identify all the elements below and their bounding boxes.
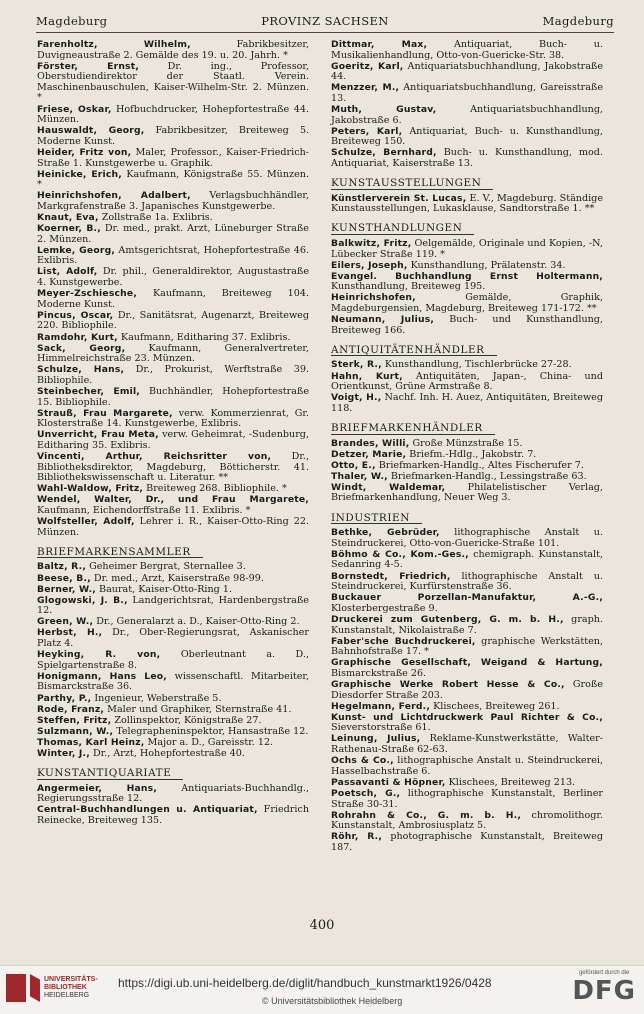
directory-entry [37, 40, 309, 61]
entry-details: Sieverstorstraße 61. [331, 722, 431, 734]
entry-name: Windt, Waldemar, [331, 481, 446, 493]
directory-entry [37, 409, 309, 430]
entry-name: Hahn, Kurt, [331, 370, 403, 382]
directory-entry [331, 789, 603, 810]
directory-entry [37, 365, 309, 386]
entry-name: Heider, Fritz von, [37, 146, 132, 158]
directory-entry [331, 483, 603, 504]
directory-entry [331, 105, 603, 126]
directory-entry [37, 784, 309, 805]
directory-entry [331, 127, 603, 148]
entry-name: Beese, B., [37, 572, 91, 584]
entry-details: Amtsgerichtsrat, Hohepfortestraße 46. Exlibris. [37, 244, 309, 267]
entry-name: Böhmo & Co., Kom.-Ges., [331, 548, 469, 560]
entry-name: Hegelmann, Ferd., [331, 700, 431, 712]
entry-name: Leinung, Julius, [331, 733, 421, 745]
entry-name: Poetsch, G., [331, 787, 401, 799]
entry-name: Parthy, P., [37, 692, 92, 704]
entry-details: Kaufmann, Editharing 37. Exlibris. [117, 331, 291, 343]
entry-details: Kunsthandlung, Prälatenstr. 34. [407, 259, 566, 271]
entry-details: Oberleutnant a. D., Spielgartenstraße 8. [37, 649, 309, 671]
directory-entry [331, 832, 603, 853]
directory-entry [331, 439, 603, 450]
entry-details: Nachf. Inh. H. Auez, Antiquitäten, Breiteweg 118. [331, 392, 603, 414]
entry-name: Meyer-Zschiesche, [37, 288, 138, 300]
directory-entry [37, 333, 309, 344]
header-right: Magdeburg [542, 14, 614, 28]
entry-name: Voigt, H., [331, 392, 382, 404]
directory-entry [37, 224, 309, 245]
entry-details: Antiquariat, Buch- u. Musikalienhandlung, Otto-von-Guericke-Str. 38. [331, 39, 603, 61]
directory-entry [331, 461, 603, 472]
entry-name: Berner, W., [37, 583, 96, 595]
entry-details: Dr., Bibliotheksdirektor, Magdeburg, Bötticherstr. 41. Bibliothekswissenschaft u. Literatur. ** [37, 451, 309, 484]
entry-name: Graphische Gesellschaft, Weigand & Hartung, [331, 657, 603, 669]
entry-details: Dr. ing., Professor, Oberstudiendirektor der Staatl. Verein. Maschinenbauschulen, Kaiser-Wilhelm-Str. 2. Münzen. * [37, 60, 309, 104]
entry-name: Muth, Gustav, [331, 104, 437, 116]
entry-name: Brandes, Willi, [331, 437, 410, 449]
entry-details: Dr. med., Arzt, Kaiserstraße 98-99. [90, 572, 264, 584]
entry-name: Heyking, R. von, [37, 649, 161, 661]
entry-details: Telegrapheninspektor, Hansastraße 12. [113, 725, 309, 737]
header-left: Magdeburg [36, 14, 108, 28]
directory-entry [37, 452, 309, 484]
directory-entry [331, 472, 603, 483]
directory-entry [37, 650, 309, 671]
directory-entry [331, 148, 603, 169]
left-column [37, 40, 309, 827]
directory-entry [331, 572, 603, 593]
entry-details: Breiteweg 268. Bibliophile. * [143, 483, 287, 495]
entry-name: Sack, Georg, [37, 342, 126, 354]
entry-details: Gemälde, Graphik, Magdeburgensien, Magdeburg, Breiteweg 171-172. ** [331, 292, 603, 315]
entry-name: Herbst, H., [37, 627, 103, 639]
directory-entry [331, 637, 603, 658]
entry-details: Maler und Graphiker, Sternstraße 41. [104, 703, 292, 715]
entry-details: chemigraph. Kunstanstalt, Sedanring 4-5. [331, 548, 603, 571]
entry-name: Unverricht, Frau Meta, [37, 429, 159, 441]
directory-entry [37, 585, 309, 596]
directory-entry [331, 315, 603, 336]
section-title-kunstantiquariate: KUNSTANTIQUARIATE [37, 768, 183, 780]
section-title-briefmarkensammler: BRIEFMARKENSAMMLER [37, 547, 203, 559]
directory-entry [331, 239, 603, 260]
entry-name: Baltz, R., [37, 561, 87, 573]
logo-line-1: UNIVERSITÄTS- [44, 976, 98, 983]
directory-entry [37, 191, 309, 212]
entry-name: Evangel. Buchhandlung Ernst Holtermann, [331, 270, 603, 282]
directory-entry [331, 593, 603, 614]
section-title-kunsthandlungen: KUNSTHANDLUNGEN [331, 223, 474, 235]
viewer-footer [0, 965, 644, 1014]
entry-details: Verlagsbuchhändler, Markgrafenstraße 3. Japanisches Kunstgewerbe. [37, 190, 309, 212]
entry-name: Wahl-Waldow, Fritz, [37, 483, 144, 495]
entry-name: Farenholtz, Wilhelm, [37, 39, 191, 50]
directory-entry [37, 617, 309, 628]
directory-entry [37, 430, 309, 451]
entry-name: Lemke, Georg, [37, 244, 116, 256]
directory-entry [331, 550, 603, 571]
entry-details: Bismarckstraße 26. [331, 667, 427, 679]
entry-name: Detzer, Marie, [331, 448, 407, 460]
entry-details: Oelgemälde, Originale und Kopien, -N, Lübecker Straße 119. * [331, 238, 603, 260]
entry-details: Briefmarken-Handlg., Lessingstraße 63. [387, 470, 587, 482]
entry-details: Kaufmann, Breiteweg 104. Moderne Kunst. [37, 288, 309, 310]
entry-details: Zollstraße 1a. Exlibris. [98, 212, 213, 223]
directory-entry [37, 148, 309, 169]
entry-details: Briefmarken-Handlg., Altes Fischerufer 7. [375, 459, 584, 471]
entry-details: E. V., Magdeburg. Ständige Kunstausstellungen, Lukasklause, Sandtorstraße 1. ** [331, 192, 603, 215]
entry-name: Dittmar, Max, [331, 39, 428, 50]
directory-entry [37, 672, 309, 693]
entry-name: Thaler, W., [331, 470, 388, 482]
entry-details: Große Münzstraße 15. [409, 437, 523, 449]
entry-name: Rohrahn & Co., G. m. b. H., [331, 809, 522, 821]
directory-entry [37, 495, 309, 516]
entry-name: Strauß, Frau Margarete, [37, 407, 173, 419]
entry-details: Zollinspektor, Königstraße 27. [111, 714, 262, 726]
entry-details: Kaufmann, Königstraße 55. Münzen. * [37, 168, 310, 191]
directory-entry [37, 311, 309, 332]
entry-details: chromolithogr. Kunstanstalt, Ambrosiusplatz 5. [331, 809, 603, 832]
entry-name: Buckauer Porzellan-Manufaktur, A.-G., [331, 592, 603, 604]
entry-name: Schulze, Bernhard, [331, 147, 437, 159]
entry-name: Honigmann, Hans Leo, [37, 670, 167, 682]
dfg-caption: gefördert durch die [578, 970, 630, 976]
entry-name: Winter, J., [37, 748, 90, 759]
directory-entry [37, 705, 309, 716]
entry-name: Sterk, R., [331, 359, 382, 371]
entry-details: Klosterbergestraße 9. [331, 602, 438, 614]
entry-details: Dr., Sanitätsrat, Augenarzt, Breiteweg 220. Bibliophile. [37, 309, 309, 332]
directory-entry [37, 596, 309, 617]
university-library-logo[interactable] [6, 974, 98, 1002]
entry-name: Glogowski, J. B., [37, 594, 128, 606]
entry-name: Eilers, Joseph, [331, 259, 408, 271]
directory-entry [331, 272, 603, 293]
entry-details: Fabrikbesitzer, Duvigneaustraße 2. Gemälde des 19. u. 20. Jahrh. * [37, 39, 309, 61]
entry-name: Faber'sche Buchdruckerei, [331, 635, 476, 647]
entry-name: Balkwitz, Fritz, [331, 238, 412, 249]
logo-line-3: HEIDELBERG [44, 992, 90, 999]
directory-entry [331, 734, 603, 755]
directory-entry [331, 83, 603, 104]
dfg-wordmark: DFG [572, 976, 636, 1006]
directory-entry [331, 360, 603, 371]
entry-details: Baurat, Kaiser-Otto-Ring 1. [95, 583, 233, 595]
entry-name: Hauswaldt, Georg, [37, 125, 145, 137]
entry-name: Thomas, Karl Heinz, [37, 736, 145, 748]
entry-name: Bethke, Gebrüder, [331, 527, 440, 539]
directory-entry [331, 450, 603, 461]
page-number: 400 [309, 918, 335, 933]
entry-details: Antiquariatsbuchhandlung, Jakobstraße 6. [331, 104, 604, 126]
entry-details: Antiquitäten, Japan-, China- und Orientkunst, Grüne Armstraße 8. [331, 370, 604, 393]
directory-entry [331, 658, 603, 679]
entry-name: Heinrichshofen, [331, 292, 416, 304]
entry-name: Steinbecher, Emil, [37, 386, 140, 397]
entry-details: Klischees, Breiteweg 261. [430, 700, 560, 712]
directory-entry [37, 387, 309, 408]
entry-name: Friese, Oskar, [37, 103, 112, 115]
entry-name: Pincus, Oscar, [37, 309, 114, 321]
entry-name: Otto, E., [331, 459, 376, 471]
entry-details: Kaufmann, Eichendorffstraße 11. Exlibris. * [37, 505, 251, 517]
copyright-notice: © Universitätsbibliothek Heidelberg [262, 996, 403, 1006]
directory-entry [331, 293, 603, 314]
entry-details: Geheimer Bergrat, Sternallee 3. [86, 561, 246, 573]
directory-entry [331, 680, 603, 701]
entry-details: Kunsthandlung, Breiteweg 195. [331, 281, 486, 293]
entry-details: verw. Geheimrat, -Sudenburg, Editharing 35. Exlibris. [37, 429, 309, 451]
entry-details: Kunsthandlung, Tischlerbrücke 27-28. [381, 359, 572, 371]
entry-details: verw. Kommerzienrat, Gr. Klosterstraße 14. Kunstgewerbe, Exlibris. [37, 407, 309, 430]
entry-details: lithographische Anstalt u. Steindruckerei, Otto-von-Guericke-Straße 101. [331, 527, 604, 549]
entry-details: photographische Kunstanstalt, Breiteweg 187. [331, 831, 603, 853]
entry-details: Dr., Prokurist, Werftstraße 39. Bibliophile. [37, 364, 309, 386]
entry-details: Antiquariatsbuchhandlung, Jakobstraße 44. [331, 60, 604, 83]
entry-name: Koerner, B., [37, 223, 101, 235]
entry-details: Landgerichtsrat, Hardenbergstraße 12. [37, 594, 309, 617]
entry-details: Major a. D., Gareisstr. 12. [144, 736, 274, 748]
entry-details: Buch- und Kunsthandlung, Breiteweg 166. [331, 314, 603, 336]
entry-name: Green, W., [37, 616, 94, 628]
entry-details: graph. Kunstanstalt, Nikolaistraße 7. [331, 613, 603, 636]
entry-name: Sulzmann, W., [37, 725, 114, 737]
section-title-kunstausstellungen: KUNSTAUSSTELLUNGEN [331, 178, 493, 190]
entry-name: Knaut, Eva, [37, 212, 99, 223]
directory-entry [331, 261, 603, 272]
entry-details: Hofbuchdrucker, Hohepfortestraße 44. Münzen. [37, 103, 309, 126]
entry-details: Dr., Arzt, Hohepfortestraße 40. [89, 748, 245, 759]
entry-details: Maler, Professor., Kaiser-Friedrich-Straße 1. Kunstgewerbe u. Graphik. [37, 146, 310, 169]
directory-entry [37, 805, 309, 826]
entry-name: Central-Buchhandlungen u. Antiquariat, [37, 804, 258, 816]
directory-entry [37, 628, 309, 649]
lion-seal-icon [6, 974, 26, 1002]
directory-entry [331, 40, 603, 61]
entry-name: Bornstedt, Friedrich, [331, 570, 451, 582]
entry-name: Peters, Karl, [331, 125, 403, 137]
directory-entry [37, 344, 309, 365]
entry-name: Ramdohr, Kurt, [37, 331, 118, 343]
entry-details: Briefm.-Hdlg., Jakobstr. 7. [406, 448, 537, 460]
directory-entry [37, 170, 309, 191]
entry-name: Förster, Ernst, [37, 60, 140, 72]
directory-entry [331, 194, 603, 215]
entry-details: lithographische Anstalt u. Steindruckerei, Hasselbachstraße 6. [331, 755, 603, 777]
entry-details: Dr., Ober-Regierungsrat, Askanischer Platz 4. [37, 627, 309, 650]
directory-entry [37, 267, 309, 288]
directory-entry [37, 105, 309, 126]
entry-details: Dr. phil., Generaldirektor, Augustastraße 4. Kunstgewerbe. [37, 266, 309, 289]
entry-details: Friedrich Reinecke, Breiteweg 135. [37, 804, 310, 826]
entry-details: Dr. med., prakt. Arzt, Lüneburger Straße 2. Münzen. [37, 223, 309, 245]
entry-details: Antiquariats-Buchhandlg., Regierungsstraße 12. [37, 782, 309, 805]
entry-name: Röhr, R., [331, 831, 383, 843]
entry-name: Druckerei zum Gutenberg, G. m. b. H., [331, 613, 564, 625]
entry-details: Dr., Generalarzt a. D., Kaiser-Otto-Ring 2. [93, 616, 300, 628]
running-head [36, 14, 614, 28]
dfg-logo[interactable] [572, 970, 636, 1006]
directory-entry [37, 694, 309, 705]
entry-name: Kunst- und Lichtdruckwerk Paul Richter & Co., [331, 711, 603, 723]
entry-name: Heinicke, Erich, [37, 168, 122, 180]
directory-entry [37, 517, 309, 538]
directory-entry [331, 372, 603, 393]
directory-entry [331, 62, 603, 83]
entry-details: Buch- u. Kunsthandlung, mod. Antiquariat, Kaiserstraße 13. [331, 147, 603, 170]
entry-name: Heinrichshofen, Adalbert, [37, 190, 191, 202]
entry-details: Kaufmann, Generalvertreter, Himmelreichstraße 23. Münzen. [37, 342, 309, 365]
entry-name: List, Adolf, [37, 266, 98, 278]
entry-details: graphische Werkstätten, Bahnhofstraße 17. * [331, 635, 603, 658]
directory-entry [331, 528, 603, 549]
entry-name: Angermeier, Hans, [37, 782, 157, 794]
header-rule [36, 32, 614, 33]
entry-name: Goeritz, Karl, [331, 60, 404, 72]
directory-entry [331, 811, 603, 832]
entry-details: Antiquariatsbuchhandlung, Gareisstraße 13. [331, 82, 604, 104]
entry-details: wissenschaftl. Mitarbeiter, Bismarckstraße 36. [37, 670, 309, 693]
entry-name: Wolfsteller, Adolf, [37, 516, 135, 528]
entry-details: Reklame-Kunstwerkstätte, Walter-Rathenau-Straße 62-63. [331, 733, 603, 756]
section-title-briefmarkenhaendler: BRIEFMARKENHÄNDLER [331, 423, 495, 435]
directory-entry [331, 756, 603, 777]
entry-name: Graphische Werke Robert Hesse & Co., [331, 678, 565, 690]
directory-entry [37, 62, 309, 104]
entry-name: Vincenti, Arthur, Reichsritter von, [37, 451, 272, 463]
directory-entry [37, 562, 309, 573]
entry-name: Neumann, Julius, [331, 314, 435, 326]
directory-entry [331, 702, 603, 713]
directory-entry [37, 484, 309, 495]
directory-entry [37, 738, 309, 749]
directory-entry [331, 778, 603, 789]
entry-details: Lehrer i. R., Kaiser-Otto-Ring 22. Münzen. [37, 516, 309, 538]
right-column [331, 40, 603, 854]
header-center: PROVINZ SACHSEN [261, 14, 389, 28]
directory-entry [331, 393, 603, 414]
directory-entry [37, 716, 309, 727]
directory-entry [331, 615, 603, 636]
directory-entry [37, 727, 309, 738]
entry-details: Fabrikbesitzer, Breiteweg 5. Moderne Kunst. [37, 125, 309, 147]
entry-name: Ochs & Co., [331, 755, 394, 767]
directory-entry [37, 749, 309, 760]
directory-entry [37, 574, 309, 585]
entry-details: Klischees, Breiteweg 213. [445, 776, 576, 788]
entry-details: Antiquariat, Buch- u. Kunsthandlung, Breiteweg 150. [331, 125, 603, 148]
entry-details: lithographische Kunstanstalt, Berliner Straße 30-31. [331, 787, 603, 810]
entry-name: Rode, Franz, [37, 703, 105, 715]
section-title-industrien: INDUSTRIEN [331, 513, 422, 525]
permalink-url[interactable]: https://digi.ub.uni-heidelberg.de/diglit/handbuch_kunstmarkt1926/0428 [118, 976, 492, 990]
entry-details: Ingenieur, Weberstraße 5. [91, 692, 222, 704]
entry-name: Passavanti & Höpner, [331, 776, 446, 788]
entry-details: Große Diesdorfer Straße 203. [331, 678, 603, 701]
entry-details: Buchhändler, Hohepfortestraße 15. Bibliophile. [37, 386, 309, 408]
logo-flag-icon [30, 974, 40, 1002]
directory-entry [331, 713, 603, 734]
entry-details: Philatelistischer Verlag, Briefmarkenhandlung, Neuer Weg 3. [331, 481, 603, 504]
logo-line-2: BIBLIOTHEK [44, 984, 87, 991]
directory-entry [37, 289, 309, 310]
entry-name: Wendel, Walter, Dr., und Frau Margarete, [37, 494, 309, 506]
section-title-antiquitaetenhaendler: ANTIQUITÄTENHÄNDLER [331, 345, 497, 357]
directory-entry [37, 246, 309, 267]
entry-details: lithographische Anstalt u. Steindruckerei, Kurfürstenstraße 36. [331, 570, 604, 593]
entry-name: Schulze, Hans, [37, 364, 125, 376]
entry-name: Menzzer, M., [331, 82, 400, 94]
directory-entry [37, 213, 309, 224]
entry-name: Steffen, Fritz, [37, 714, 112, 726]
directory-entry [37, 126, 309, 147]
entry-name: Künstlerverein St. Lucas, [331, 192, 467, 204]
